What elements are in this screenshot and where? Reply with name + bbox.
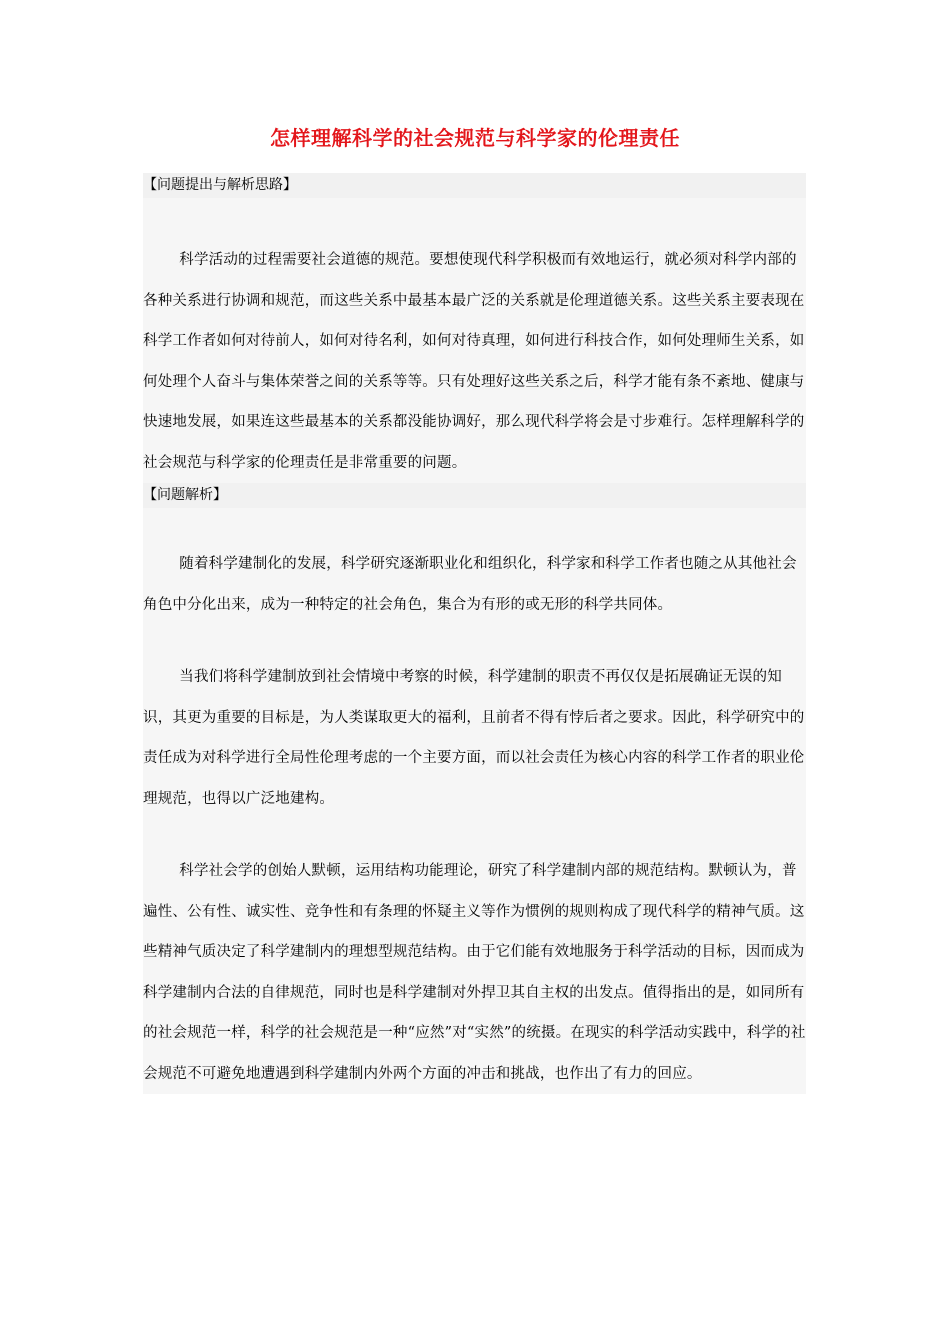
section-heading-analysis: 【问题解析】 xyxy=(143,483,806,508)
paragraph: 科学社会学的创始人默顿，运用结构功能理论，研究了科学建制内部的规范结构。默顿认为，普遍性、公有性、诚实性、竞争性和有条理的怀疑主义等作为惯例的规则构成了现代科学的精神气质。这些精神气质决定了科学建制内的理想型规范结构。由于它们能有效地服务于科学活动的目标，因而成为科学建制内合法的自律规范，同时也是科学建制对外捍卫其自主权的出发点。值得指出的是，如同所有的社会规范一样，科学的社会规范是一种“应然”对“实然”的统摄。在现实的科学活动实践中，科学的社会规范不可避免地遭遇到科学建制内外两个方面的冲击和挑战，也作出了有力的回应。 xyxy=(143,863,806,1082)
paragraph: 科学活动的过程需要社会道德的规范。要想使现代科学积极而有效地运行，就必须对科学内部的各种关系进行协调和规范，而这些关系中最基本最广泛的关系就是伦理道德关系。这些关系主要表现在科学工作者如何对待前人，如何对待名利，如何对待真理，如何进行科技合作，如何处理师生关系，如何处理个人奋斗与集体荣誉之间的关系等等。只有处理好这些关系之后，科学才能有条不紊地、健康与快速地发展，如果连这些最基本的关系都没能协调好，那么现代科学将会是寸步难行。怎样理解科学的社会规范与科学家的伦理责任是非常重要的问题。 xyxy=(143,252,805,471)
paragraph: 随着科学建制化的发展，科学研究逐渐职业化和组织化，科学家和科学工作者也随之从其他社会角色中分化出来，成为一种特定的社会角色，集合为有形的或无形的科学共同体。 xyxy=(143,556,797,613)
paragraph: 当我们将科学建制放到社会情境中考察的时候，科学建制的职责不再仅仅是拓展确证无误的知识，其更为重要的目标是，为人类谋取更大的福利，且前者不得有悖后者之要求。因此，科学研究中的责任成为对科学进行全局性伦理考虑的一个主要方面，而以社会责任为核心内容的科学工作者的职业伦理规范，也得以广泛地建构。 xyxy=(143,669,805,807)
section-heading-problem: 【问题提出与解析思路】 xyxy=(143,173,806,198)
document-title: 怎样理解科学的社会规范与科学家的伦理责任 xyxy=(270,126,680,150)
document-body xyxy=(143,173,806,1094)
